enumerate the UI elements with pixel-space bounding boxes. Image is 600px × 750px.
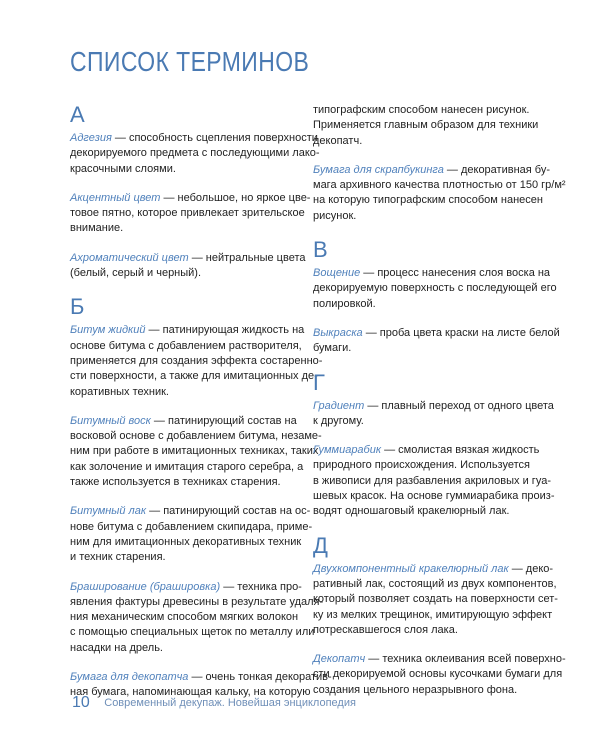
entries-g: [313, 399, 555, 520]
definition-text: насадки на дрель.: [70, 641, 163, 654]
entry-line: [313, 577, 557, 592]
definition-text: декорируемого предмета с последующими лако-: [70, 147, 320, 160]
left-column: [70, 102, 332, 715]
definition-text: — небольшое, но яркое цве-: [160, 191, 311, 204]
entry-scrapbooking: [313, 163, 566, 224]
entry-line: [313, 458, 545, 473]
definition-text: как золочение и имитация старого серебра, а: [70, 460, 304, 473]
entry-line: [70, 191, 311, 206]
entry-line: [70, 475, 302, 490]
entry-line: [70, 460, 302, 475]
definition-text: — патинирующий состав на: [150, 414, 297, 427]
entry-line: [70, 625, 315, 640]
definition-text: ним при работе в имитационных техниках, таких: [70, 445, 319, 458]
definition-text: — техника про-: [220, 580, 302, 593]
definition-text: восковой основе с добавлением битума, незаме-: [70, 430, 322, 443]
definition-text: коративных техник.: [70, 385, 169, 398]
definition-text: — деко-: [508, 562, 554, 575]
definition-text: — нейтральные цвета: [188, 251, 306, 264]
entry-line: типографским способом нанесен рисунок.: [313, 104, 530, 116]
entry-line: Применяется главным образом для техники: [313, 119, 539, 132]
definition-text: ку из мелких трещинок, имитирующую эффект: [313, 608, 553, 621]
entry-line: [70, 354, 323, 369]
entry-line: [70, 146, 320, 161]
glossary-term: Градиент: [313, 399, 365, 412]
entry-line: [313, 443, 545, 458]
entry-line: декопатч.: [313, 134, 363, 147]
entry-line: [313, 266, 551, 281]
entry-line: [70, 206, 305, 221]
page-number: 10: [72, 694, 90, 711]
page-footer: [72, 694, 356, 712]
entry-line: [70, 414, 302, 429]
definition-text: и техник старения.: [70, 551, 166, 564]
glossary-entry: [70, 323, 323, 399]
definition-text: бумаги.: [313, 342, 352, 355]
entry-line: [70, 162, 302, 177]
definition-text: который позволяет создать на поверхности сет-: [313, 593, 558, 606]
definition-text: (белый, серый и черный).: [70, 267, 202, 280]
definition-text: ративный лак, состоящий из двух компонентов,: [313, 577, 557, 590]
glossary-entry: [70, 504, 313, 565]
definition-text: — способность сцепления поверхности: [111, 132, 318, 144]
right-column: [313, 103, 566, 712]
glossary-term: Ахроматический цвет: [70, 251, 189, 264]
glossary-entry: [313, 163, 566, 224]
definition-text: применяется для создания эффекта состаренно-: [70, 354, 323, 367]
entries-d: [313, 562, 566, 698]
glossary-term: Акцентный цвет: [70, 191, 161, 204]
glossary-entry: [313, 399, 554, 430]
book-title: Современный декупаж. Новейшая энциклопедия: [104, 697, 356, 709]
definition-text: ним для имитационных декоративных техник: [70, 535, 302, 548]
glossary-term: Бумага для декопатча: [70, 671, 189, 684]
entry-line: [313, 504, 545, 519]
definition-text: также используется в техниках старения.: [70, 476, 281, 489]
entry-line: [313, 414, 545, 429]
entry-line: [70, 444, 319, 459]
glossary-entry: [70, 251, 306, 282]
entry-line: [313, 193, 545, 208]
definition-text: основе битума с добавлением растворителя,: [70, 339, 302, 352]
glossary-term: Битумный воск: [70, 414, 151, 427]
definition-text: — патинирующий состав на ос-: [146, 505, 311, 518]
continued-entry: [313, 103, 545, 149]
definition-text: водят одношаговый кракелюрный лак.: [313, 505, 510, 518]
entry-line: [313, 163, 551, 178]
entry-line: [313, 326, 560, 341]
entry-line: [70, 641, 302, 656]
entry-line: [313, 489, 555, 504]
glossary-term: Декопатч: [313, 653, 366, 666]
glossary-term: Адгезия: [70, 132, 112, 144]
entries-a: [70, 131, 320, 281]
entry-line: [313, 399, 554, 414]
definition-text: потрескавшегося слоя лака.: [313, 623, 458, 636]
definition-text: шевых красок. На основе гуммиарабика произ-: [313, 490, 555, 503]
entry-line: [313, 652, 566, 667]
definition-text: — плавный переход от одного цвета: [364, 399, 554, 412]
entry-line: [70, 369, 318, 384]
glossary-entry: [313, 562, 558, 638]
definition-text: с помощью специальных щеток по металлу или: [70, 626, 315, 639]
entry-line: [70, 429, 322, 444]
definition-text: рисунок.: [313, 209, 357, 222]
entry-line: [313, 281, 557, 296]
glossary-term: Двухкомпонентный кракелюрный лак: [313, 562, 509, 575]
entry-line: [313, 623, 545, 638]
glossary-entry: [70, 191, 311, 237]
definition-text: красочными слоями.: [70, 162, 176, 175]
definition-text: — проба цвета краски на листе белой: [362, 326, 560, 339]
glossary-term: Выкраска: [313, 326, 363, 339]
entry-line: [313, 608, 553, 623]
entry-line: [70, 131, 318, 146]
definition-text: нове битума с добавлением скипидара, приме-: [70, 520, 313, 533]
entry-line: [313, 209, 545, 224]
entry-line: [70, 504, 311, 519]
glossary-entry: [313, 266, 557, 312]
definition-text: полировкой.: [313, 297, 376, 310]
definition-text: — очень тонкая декоратив-: [188, 671, 332, 684]
entry-line: [313, 297, 545, 312]
entries-b: [70, 323, 332, 700]
glossary-term: Бумага для скрапбукинга: [313, 163, 444, 176]
entry-line: [313, 178, 566, 193]
entry-line: [70, 595, 324, 610]
entry-line: [70, 535, 302, 550]
section-letter-v: В: [313, 237, 328, 263]
definition-text: явления фактуры древесины в результате удаля-: [70, 595, 324, 608]
definition-text: ния механическим способом мягких волокон: [70, 611, 299, 624]
entry-line: [70, 251, 306, 266]
definition-text: — процесс нанесения слоя воска на: [360, 267, 551, 280]
definition-text: товое пятно, которое привлекает зрительское: [70, 207, 305, 220]
entry-line: [70, 520, 313, 535]
entry-line: [313, 474, 551, 489]
glossary-entry: [70, 414, 322, 490]
page-title: СПИСОК ТЕРМИНОВ: [70, 46, 310, 77]
glossary-term: Вощение: [313, 267, 361, 280]
glossary-entry: [313, 443, 555, 519]
definition-text: — смолистая вязкая жидкость: [381, 444, 540, 457]
section-letter-a: А: [70, 102, 85, 127]
glossary-entry: [313, 652, 566, 698]
definition-text: — декоративная бу-: [443, 163, 551, 176]
glossary-term: Гуммиарабик: [313, 444, 382, 457]
entry-line: [70, 385, 302, 400]
definition-text: в живописи для разбавления акриловых и гуа-: [313, 474, 551, 487]
entry-line: [70, 221, 302, 236]
entry-line: [70, 550, 302, 565]
glossary-entry: [70, 580, 324, 656]
entry-line: [70, 670, 332, 685]
section-letter-b: Б: [70, 294, 85, 320]
glossary-term: Битумный лак: [70, 505, 147, 518]
entry-line: [70, 323, 305, 338]
glossary-entry: [313, 326, 560, 357]
entry-line: [313, 562, 554, 577]
glossary-term: Браширование (брашировка): [70, 580, 221, 593]
definition-text: сти декорируемой основы кусочками бумаги для: [313, 668, 563, 681]
definition-text: ная бумага, напоминающая кальку, на которую: [70, 686, 311, 699]
entry-line: [70, 610, 302, 625]
entry-line: [313, 592, 558, 607]
entries-v: [313, 266, 560, 356]
definition-text: — патинирующая жидкость на: [145, 324, 305, 337]
definition-text: к другому.: [313, 414, 364, 427]
definition-text: природного происхождения. Используется: [313, 459, 530, 472]
section-letter-d: Д: [313, 532, 328, 558]
entry-line: [70, 580, 302, 595]
definition-text: декорируемую поверхность с последующей его: [313, 282, 557, 295]
definition-text: мага архивного качества плотностью от 150 гр/м²: [313, 179, 566, 192]
entry-line: [313, 667, 563, 682]
glossary-term: Битум жидкий: [70, 324, 146, 337]
section-letter-g: Г: [313, 369, 325, 395]
definition-text: — техника оклеивания всей поверхно-: [365, 653, 566, 666]
definition-text: создания цельного неразрывного фона.: [313, 683, 518, 696]
entry-line: [70, 339, 302, 354]
entry-line: [313, 341, 545, 356]
definition-text: внимание.: [70, 222, 124, 235]
definition-text: на которую типографским способом нанесен: [313, 194, 543, 207]
definition-text: сти поверхности, а также для имитационных де-: [70, 370, 318, 383]
entry-line: [70, 266, 302, 281]
glossary-entry: [70, 131, 320, 177]
